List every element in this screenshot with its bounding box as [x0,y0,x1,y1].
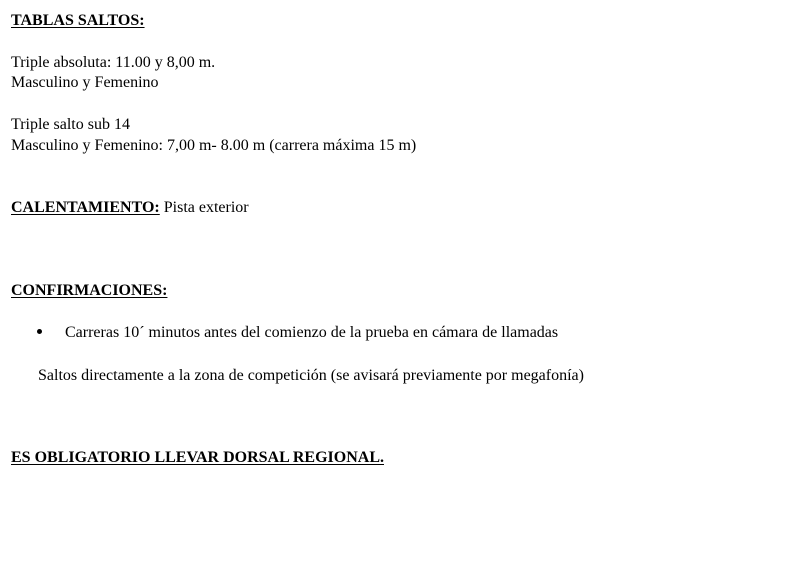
calentamiento-value: Pista exterior [159,199,249,216]
carreras-bullet-item: Carreras 10´ minutos antes del comienzo de la prueba en cámara de llamadas [65,324,559,341]
triple-sub14-line: Triple salto sub 14 [11,116,130,133]
confirmaciones-heading: CONFIRMACIONES: [11,282,168,299]
triple-absoluta-line: Triple absoluta: 11.00 y 8,00 m. [11,54,216,71]
triple-absoluta-categorias-line: Masculino y Femenino [11,74,159,91]
saltos-line: Saltos directamente a la zona de competición (se avisará previamente por megafonía) [38,367,584,384]
triple-sub14-detalle-line: Masculino y Femenino: 7,00 m- 8.00 m (carrera máxima 15 m) [11,137,417,154]
bullet-icon [37,329,42,334]
aviso-dorsal: ES OBLIGATORIO LLEVAR DORSAL REGIONAL. [11,449,384,466]
calentamiento-heading: CALENTAMIENTO: [11,199,160,216]
tablas-saltos-heading: TABLAS SALTOS: [11,12,145,29]
calentamiento-line [11,198,249,218]
